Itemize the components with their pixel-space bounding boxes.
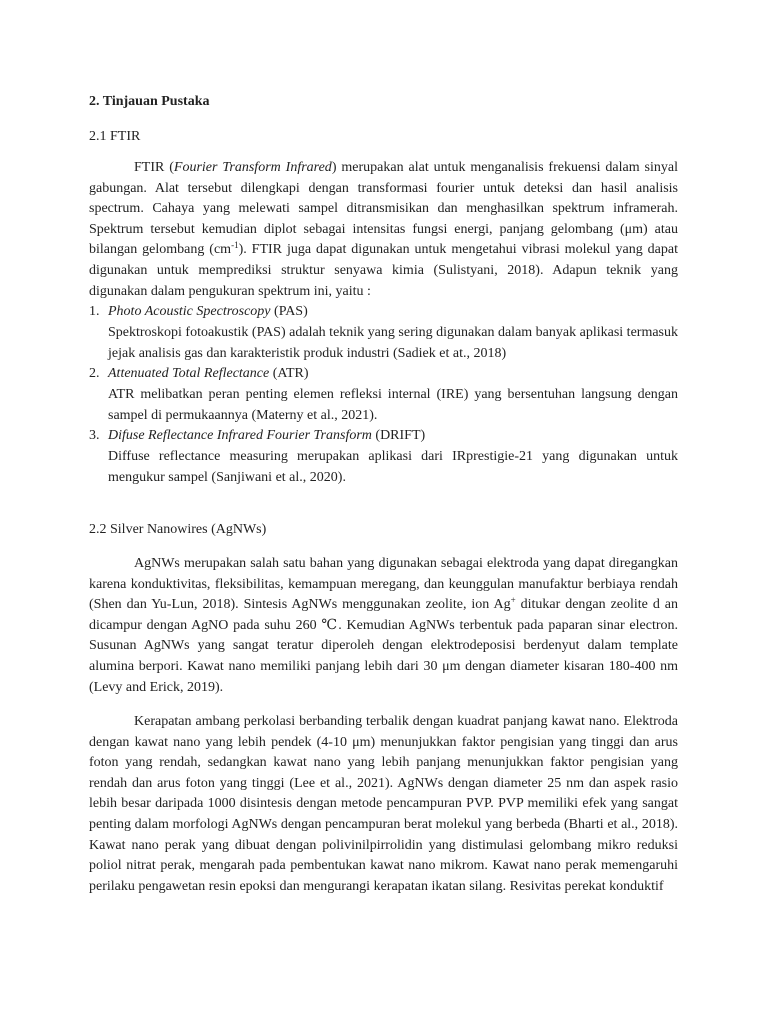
list-item-drift-title	[89, 426, 425, 447]
italic-term: Difuse Reflectance Infrared Fourier Transform	[108, 428, 372, 443]
text-run: ditukar dengan zeolite d an dicampur dengan AgNO pada suhu 260 ℃. Kemudian AgNWs terbentuk pada paparan sinar electron. Susunan AgNWs yang sangat teratur diperoleh dengan elektrodeposisi berdenyut dalam template alumina berpori. Kawat nano memiliki panjang lebih dari 30 μm dengan diameter kisaran 180-400 nm (Levy and Erick, 2019).	[89, 597, 679, 695]
superscript: -1	[231, 240, 239, 251]
ftir-paragraph	[89, 158, 678, 302]
text-run: ) merupakan alat untuk menganalisis frekuensi dalam sinyal gabungan. Alat tersebut dilengkapi dengan transformasi fourier untuk deteksi dan hasil analisis spectrum. Cahaya yang melewati sampel ditransmisikan dan menghasilkan spektrum inframerah. Spektrum tersebut kemudian diplot sebagai intensitas fungsi energi, panjang gelombang (μm) atau bilangan gelombang (cm	[89, 160, 678, 258]
list-item-drift-body: Diffuse reflectance measuring merupakan aplikasi dari IRprestigie-21 yang digunakan untuk mengukur sampel (Sanjiwani et al., 2020).	[108, 449, 678, 485]
text-run: ). FTIR juga dapat digunakan untuk mengetahui vibrasi molekul yang dapat digunakan untuk memprediksi struktur senyawa kimia (Sulistyani, 2018). Adapun teknik yang digunakan dalam pengukuran spektrum ini, yaitu :	[89, 242, 678, 299]
agnws-paragraph-2: Kerapatan ambang perkolasi berbanding terbalik dengan kuadrat panjang kawat nano. Elektroda dengan kawat nano yang lebih pendek (4-10 μm) menunjukkan faktor pengisian yang tinggi dan arus foton yang rendah, sedangkan kawat nano yang lebih panjang menunjukkan faktor pengisian yang rendah dan arus foton yang tinggi (Lee et al., 2021). AgNWs dengan diameter 25 nm dan aspek rasio lebih besar daripada 1000 disintesis dengan metode pencampuran PVP. PVP memiliki efek yang sangat penting dalam morfologi AgNWs dengan pencampuran berat molekul yang berbeda (Bharti et al., 2018). Kawat nano perak yang dibuat dengan polivinilpirrolidin yang distimulasi gelombang mikro reduksi poliol nitrat perak, mengarah pada pembentukan kawat nano mikrom. Kawat nano perak memengaruhi perilaku pengawetan resin epoksi dan mengurangi kerapatan ikatan silang. Resivitas perekat konduktif	[89, 714, 678, 894]
list-number: 1.	[89, 304, 100, 319]
italic-term: Photo Acoustic Spectroscopy	[108, 304, 271, 319]
text-run: AgNWs merupakan salah satu bahan yang digunakan sebagai elektroda yang dapat diregangkan karena konduktivitas, fleksibilitas, kemampuan meregang, dan keunggulan manufaktur berbiaya rendah (Shen dan Yu-Lun, 2018). Sintesis AgNWs menggunakan zeolite, ion Ag	[89, 556, 678, 613]
abbreviation: (ATR)	[269, 366, 309, 381]
list-number: 3.	[89, 428, 100, 443]
abbreviation: (DRIFT)	[371, 428, 426, 443]
list-item-pas-body: Spektroskopi fotoakustik (PAS) adalah teknik yang sering digunakan dalam banyak aplikasi termasuk jejak analisis gas dan karakteristik produk industri (Sadiek et at., 2018)	[108, 325, 678, 361]
list-item-atr-body: ATR melibatkan peran penting elemen refleksi internal (IRE) yang bersentuhan langsung dengan sampel di permukaannya (Materny et al., 2021).	[108, 387, 678, 423]
italic-term: Fourier Transform Infrared	[173, 160, 332, 175]
list-item-pas-title	[89, 302, 308, 323]
subsection-title-agnws: 2.2 Silver Nanowires (AgNWs)	[89, 522, 267, 537]
list-number: 2.	[89, 366, 100, 381]
superscript: +	[510, 595, 516, 606]
abbreviation: (PAS)	[270, 304, 308, 319]
text-run: FTIR (	[134, 160, 174, 175]
italic-term: Attenuated Total Reflectance	[108, 366, 270, 381]
section-heading: 2. Tinjauan Pustaka	[89, 94, 210, 109]
agnws-paragraph-1	[89, 554, 678, 698]
subsection-title-ftir: 2.1 FTIR	[89, 129, 141, 144]
list-item-atr-title	[89, 364, 309, 385]
